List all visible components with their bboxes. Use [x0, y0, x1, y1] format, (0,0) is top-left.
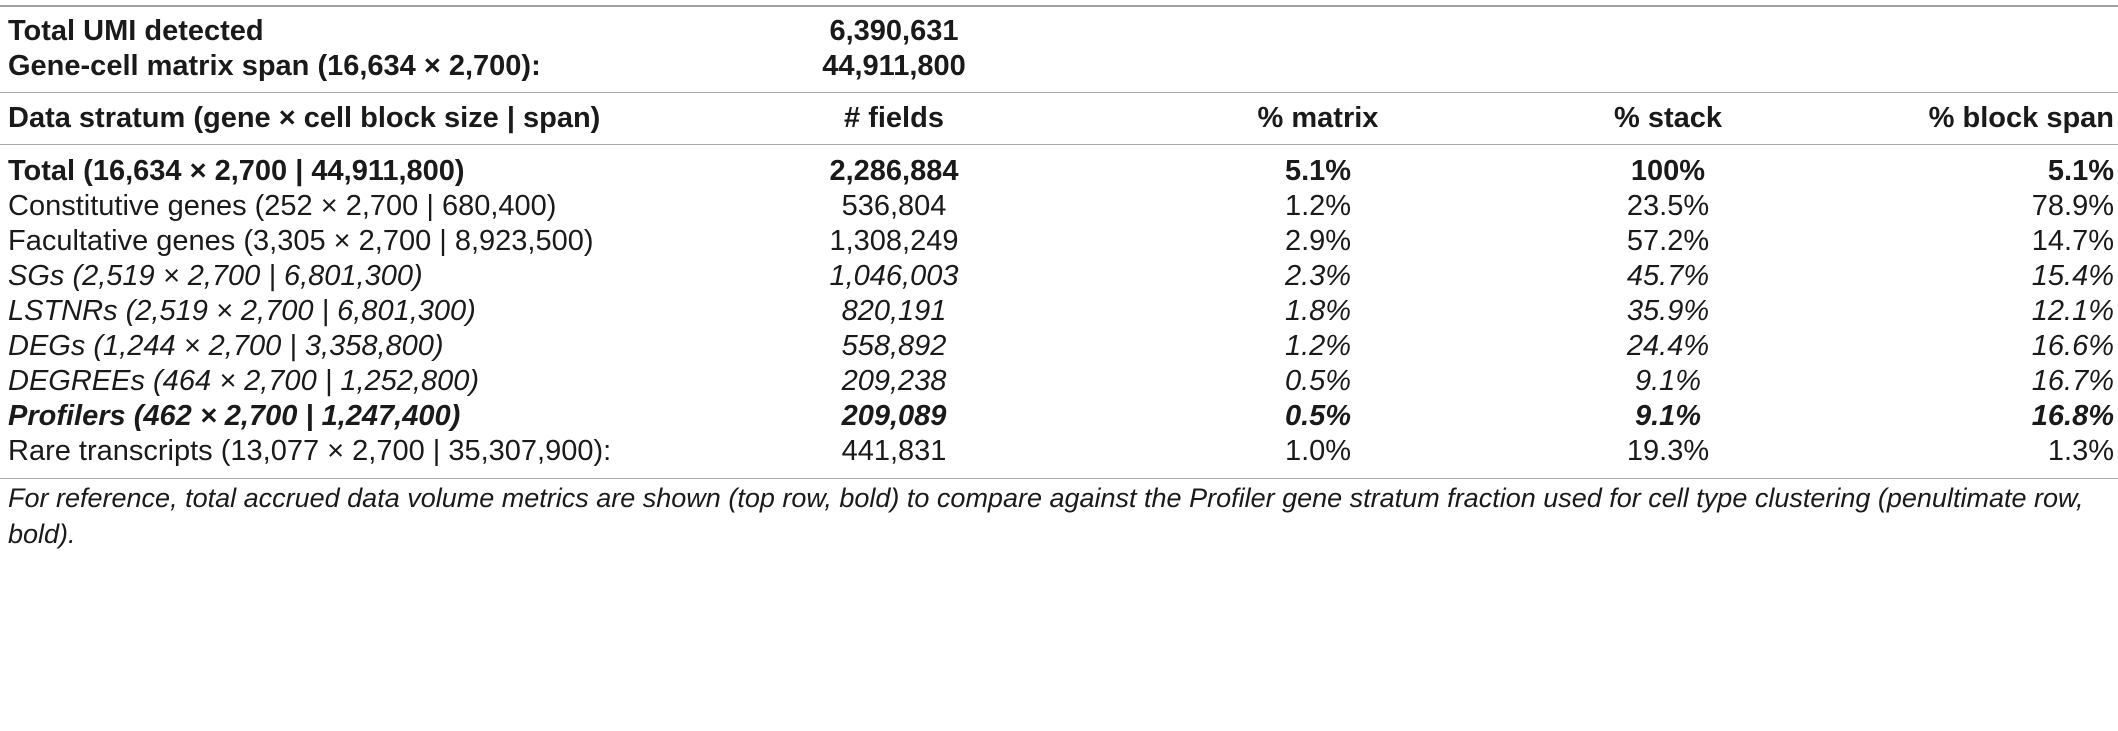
- fields-cell: 209,089: [841, 400, 947, 432]
- stratum-cell: DEGs (1,244 × 2,700 | 3,358,800): [8, 330, 444, 362]
- stratum-cell: Constitutive genes (252 × 2,700 | 680,400): [8, 190, 557, 222]
- stratum-cell: Total (16,634 × 2,700 | 44,911,800): [8, 155, 465, 187]
- fields-cell: 536,804: [841, 190, 947, 222]
- matrix-cell: 1.0%: [1284, 435, 1352, 467]
- summary-label: Total UMI detected: [8, 15, 264, 47]
- block-span-cell: 12.1%: [2031, 295, 2114, 327]
- stack-cell: 9.1%: [1634, 365, 1702, 397]
- header-top-rule: [0, 92, 2118, 93]
- fields-cell: 1,046,003: [829, 260, 959, 292]
- stratum-cell: Rare transcripts (13,077 × 2,700 | 35,307,900):: [8, 435, 612, 467]
- header-bottom-rule: [0, 144, 2118, 145]
- stack-cell: 100%: [1630, 155, 1706, 187]
- block-span-cell: 14.7%: [2031, 225, 2114, 257]
- stack-cell: 19.3%: [1626, 435, 1710, 467]
- stratum-cell: LSTNRs (2,519 × 2,700 | 6,801,300): [8, 295, 476, 327]
- fields-cell: 820,191: [841, 295, 947, 327]
- stack-cell: 57.2%: [1626, 225, 1710, 257]
- column-header-block-span: % block span: [1928, 102, 2114, 134]
- matrix-cell: 1.8%: [1284, 295, 1352, 327]
- matrix-cell: 1.2%: [1284, 190, 1352, 222]
- fields-cell: 558,892: [841, 330, 947, 362]
- table-row: [0, 427, 2118, 475]
- column-header-matrix: % matrix: [1257, 102, 1379, 134]
- fields-cell: 441,831: [841, 435, 947, 467]
- column-header-stack: % stack: [1613, 102, 1722, 134]
- matrix-cell: 2.3%: [1284, 260, 1352, 292]
- fields-cell: 2,286,884: [829, 155, 959, 187]
- matrix-cell: 1.2%: [1284, 330, 1352, 362]
- summary-label: Gene-cell matrix span (16,634 × 2,700):: [8, 50, 541, 82]
- matrix-cell: 0.5%: [1284, 365, 1352, 397]
- fields-cell: 1,308,249: [829, 225, 959, 257]
- matrix-cell: 2.9%: [1284, 225, 1352, 257]
- block-span-cell: 16.6%: [2031, 330, 2114, 362]
- block-span-cell: 5.1%: [2047, 155, 2114, 187]
- stack-cell: 45.7%: [1626, 260, 1710, 292]
- matrix-cell: 0.5%: [1284, 400, 1352, 432]
- table-footnote: For reference, total accrued data volume metrics are shown (top row, bold) to compare against the Profiler gene stratum fraction used for cell type clustering (penultimate row, bold).: [8, 483, 2084, 549]
- block-span-cell: 78.9%: [2031, 190, 2114, 222]
- stack-cell: 23.5%: [1626, 190, 1710, 222]
- fields-cell: 209,238: [841, 365, 947, 397]
- summary-value: 6,390,631: [829, 15, 959, 47]
- column-header-fields: # fields: [844, 102, 944, 134]
- matrix-cell: 5.1%: [1284, 155, 1352, 187]
- stack-cell: 35.9%: [1626, 295, 1710, 327]
- stratum-cell: DEGREEs (464 × 2,700 | 1,252,800): [8, 365, 480, 397]
- stratum-cell: Profilers (462 × 2,700 | 1,247,400): [8, 400, 461, 432]
- stratum-cell: SGs (2,519 × 2,700 | 6,801,300): [8, 260, 423, 292]
- block-span-cell: 1.3%: [2047, 435, 2114, 467]
- column-header-stratum: Data stratum (gene × cell block size | span): [8, 102, 601, 134]
- block-span-cell: 15.4%: [2031, 260, 2114, 292]
- stratum-cell: Facultative genes (3,305 × 2,700 | 8,923,500): [8, 225, 594, 257]
- table-header: [0, 94, 2118, 142]
- block-span-cell: 16.7%: [2031, 365, 2114, 397]
- stack-cell: 9.1%: [1634, 400, 1702, 432]
- table-bottom-rule: [0, 478, 2118, 479]
- stack-cell: 24.4%: [1626, 330, 1710, 362]
- summary-value: 44,911,800: [822, 50, 966, 82]
- block-span-cell: 16.8%: [2031, 400, 2114, 432]
- summary-row-span: [0, 42, 2118, 90]
